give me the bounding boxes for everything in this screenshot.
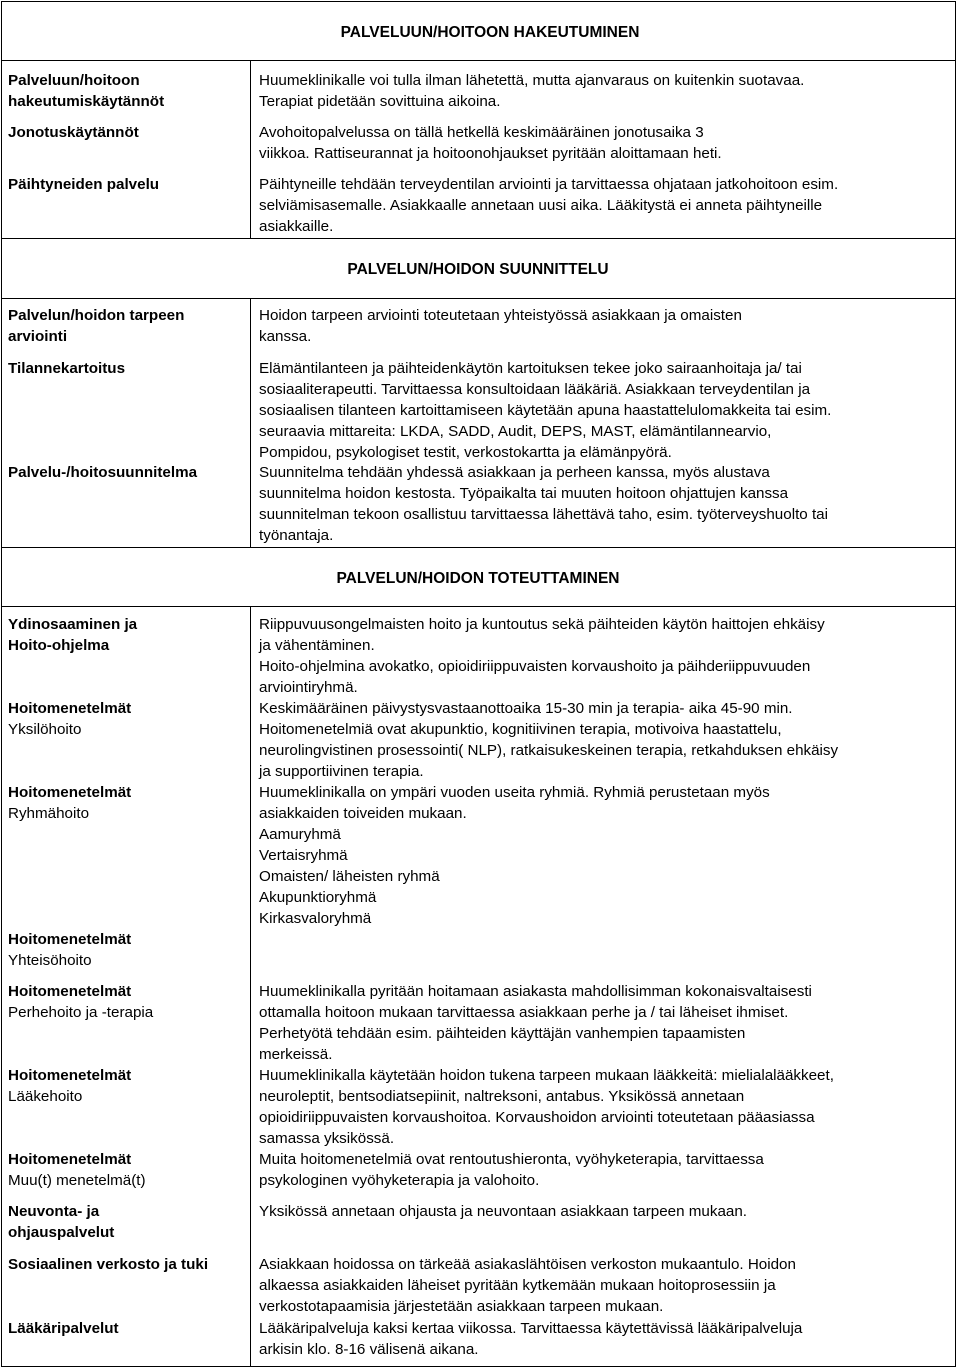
- divider: [1, 298, 956, 299]
- column-divider: [250, 606, 251, 1366]
- section-title-hakeutuminen: PALVELUUN/HOITOON HAKEUTUMINEN: [340, 24, 640, 41]
- row-text-tilannekartoitus: Elämäntilanteen ja päihteidenkäytön kartoituksen tekee joko sairaanhoitaja ja/ tai sosiaaliterapeutti. Tarvittaessa konsultoidaan lääkäriä. Asiakkaan terveydentilan ja sosiaalisen tilanteen kartoittamiseen käytetään apuna haastattelulomakkeita tai esim. seuraavia mittareita: LKDA, SADD, Audit, DEPS, MAST, elämäntilannearvio, Pompidou, psykologiset testit, verkostokartta ja elämänpyörä.: [259, 360, 832, 461]
- row-text-perhehoito: Huumeklinikalla pyritään hoitamaan asiakasta mahdollisimman kokonaisvaltaisesti ottamalla hoitoon mukaan tarvittaessa asiakkaan perhe ja / tai läheiset ihmiset. Perhetyötä tehdään esim. päihteiden käyttäjän vanhempien tapaamisten merkeissä.: [259, 983, 812, 1063]
- row-label-perhehoito: Hoitomenetelmät Perhehoito ja -terapia: [8, 983, 154, 1021]
- row-label-yhteisohoito: Hoitomenetelmät Yhteisöhoito: [8, 931, 132, 969]
- row-text-muut-menetelmat: Muita hoitomenetelmiä ovat rentoutushieronta, vyöhyketerapia, tarvittaessa psykologinen vyöhyketerapia ja valohoito.: [259, 1151, 764, 1189]
- column-divider: [250, 298, 251, 547]
- row-label-muut-menetelmat: Hoitomenetelmät Muu(t) menetelmä(t): [8, 1151, 146, 1189]
- row-text-tarpeen-arviointi: Hoidon tarpeen arviointi toteutetaan yhteistyössä asiakkaan ja omaisten kanssa.: [259, 307, 742, 345]
- row-label-tarpeen-arviointi: Palvelun/hoidon tarpeen arviointi: [8, 307, 185, 345]
- row-label-neuvonta: Neuvonta- ja ohjauspalvelut: [8, 1203, 115, 1241]
- row-label-hoitosuunnitelma: Palvelu-/hoitosuunnitelma: [8, 464, 198, 481]
- row-text-neuvonta: Yksikössä annetaan ohjausta ja neuvontaan asiakkaan tarpeen mukaan.: [259, 1203, 748, 1220]
- divider: [1, 606, 956, 607]
- row-text-laakaripalvelut: Lääkäripalveluja kaksi kertaa viikossa. Tarvittaessa käytettävissä lääkäripalveluja arkisin klo. 8-16 välisenä aikana.: [259, 1320, 803, 1358]
- row-label-tilannekartoitus: Tilannekartoitus: [8, 360, 126, 377]
- row-text-hakeutumiskaytannot: Huumeklinikalle voi tulla ilman lähetettä, mutta ajanvaraus on kuitenkin suotavaa. Terapiat pidetään sovittuina aikoina.: [259, 72, 805, 110]
- row-text-paihtyneiden-palvelu: Päihtyneille tehdään terveydentilan arviointi ja tarvittaessa ohjataan jatkohoitoon esim. selviämisasemalle. Asiakkaalle annetaan uusi aika. Lääkitystä ei anneta päihtyneille asiakkaille.: [259, 176, 839, 235]
- row-label-sosiaalinen-verkosto: Sosiaalinen verkosto ja tuki: [8, 1256, 209, 1273]
- row-label-jonotuskaytannot: Jonotuskäytännöt: [8, 124, 139, 141]
- row-text-ydinosaaminen: Riippuvuusongelmaisten hoito ja kuntoutus sekä päihteiden käytön haittojen ehkäisy ja vähentäminen. Hoito-ohjelmina avokatko, opioidiriippuvaisten korvaushoito ja päihderiippuvuuden arviointiryhmä.: [259, 616, 825, 696]
- row-text-ryhmahoito: Huumeklinikalla on ympäri vuoden useita ryhmiä. Ryhmiä perustetaan myös asiakkaiden toiveiden mukaan. Aamuryhmä Vertaisryhmä Omaisten/ läheisten ryhmä Akupunktioryhmä Kirkasvaloryhmä: [259, 784, 770, 927]
- row-label-ydinosaaminen: Ydinosaaminen ja Hoito-ohjelma: [8, 616, 138, 654]
- row-label-paihtyneiden-palvelu: Päihtyneiden palvelu: [8, 176, 160, 193]
- row-label-laakehoito: Hoitomenetelmät Lääkehoito: [8, 1067, 132, 1105]
- row-text-jonotuskaytannot: Avohoitopalvelussa on tällä hetkellä keskimääräinen jonotusaika 3 viikkoa. Rattiseurannat ja hoitoonohjaukset pyritään aloittamaan heti.: [259, 124, 722, 162]
- divider: [1, 238, 956, 239]
- section-title-toteuttaminen: PALVELUN/HOIDON TOTEUTTAMINEN: [336, 570, 620, 587]
- row-label-laakaripalvelut: Lääkäripalvelut: [8, 1320, 119, 1337]
- divider: [1, 547, 956, 548]
- column-divider: [250, 60, 251, 238]
- row-text-laakehoito: Huumeklinikalla käytetään hoidon tukena tarpeen mukaan lääkkeitä: mielialalääkkeet, neuroleptit, bentsodiatsepiinit, naltreksoni, antabus. Yksikössä annetaan opioidiriippuvaisten korvaushoitoa. Korvaushoidon arviointi toteutetaan pääasiassa samassa yksikössä.: [259, 1067, 834, 1147]
- divider: [1, 60, 956, 61]
- row-text-sosiaalinen-verkosto: Asiakkaan hoidossa on tärkeää asiakaslähtöisen verkoston mukaantulo. Hoidon alkaessa asiakkaiden läheiset pyritään kytkemään mukaan hoitoprosessiin ja verkostotapaamisia järjestetään asiakkaan tarpeen mukaan.: [259, 1256, 796, 1315]
- row-label-ryhmahoito: Hoitomenetelmät Ryhmähoito: [8, 784, 132, 822]
- row-label-hakeutumiskaytannot: Palveluun/hoitoon hakeutumiskäytännöt: [8, 72, 165, 110]
- section-title-suunnittelu: PALVELUN/HOIDON SUUNNITTELU: [347, 261, 609, 278]
- row-text-yksilohoito: Keskimääräinen päivystysvastaanottoaika 15-30 min ja terapia- aika 45-90 min. Hoitomenetelmiä ovat akupunktio, kognitiivinen terapia, motivoiva haastattelu, neurolingvistinen prosessointi( NLP), ratkaisukeskeinen terapia, retkahduksen ehkäisy ja supportiivinen terapia.: [259, 700, 839, 780]
- row-label-yksilohoito: Hoitomenetelmät Yksilöhoito: [8, 700, 132, 738]
- row-text-hoitosuunnitelma: Suunnitelma tehdään yhdessä asiakkaan ja perheen kanssa, myös alustava suunnitelma hoidon kestosta. Työpaikalta tai muuten hoitoon ohjattujen kanssa suunnitelman tekoon osallistuu tarvittaessa lähettävä taho, esim. työterveyshuolto tai työnantaja.: [259, 464, 829, 544]
